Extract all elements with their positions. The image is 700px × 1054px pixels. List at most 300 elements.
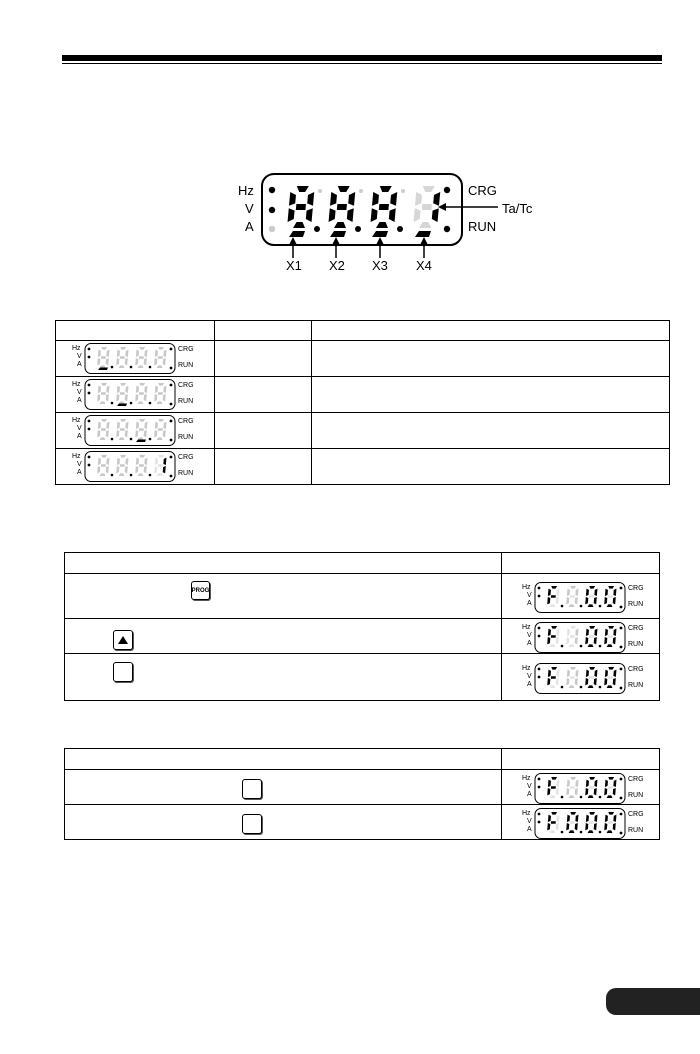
segment-c bbox=[106, 358, 109, 365]
segment-e bbox=[566, 823, 569, 830]
segment-f bbox=[567, 815, 570, 822]
label-ta-tc: Ta/Tc bbox=[502, 201, 533, 216]
label-hz: Hz bbox=[522, 624, 531, 631]
segment-d bbox=[607, 830, 613, 833]
segment-d bbox=[138, 365, 144, 368]
label-hz: Hz bbox=[522, 810, 531, 817]
segment-f bbox=[136, 458, 139, 465]
segment-g bbox=[589, 635, 594, 638]
label-a: A bbox=[527, 681, 532, 688]
segment-a bbox=[423, 186, 435, 192]
segment-f bbox=[136, 422, 139, 429]
seven-segment-display bbox=[0, 0, 700, 300]
segment-f bbox=[98, 422, 101, 429]
segment-g bbox=[158, 464, 163, 467]
mini-display bbox=[522, 582, 662, 614]
label-a: A bbox=[527, 640, 532, 647]
segment-a bbox=[589, 667, 595, 670]
mini-display bbox=[72, 343, 212, 375]
decimal-point bbox=[561, 605, 564, 608]
arrow-head bbox=[420, 237, 428, 245]
segment-e bbox=[566, 788, 569, 795]
decimal-point bbox=[111, 474, 114, 477]
mini-seven-segment bbox=[522, 808, 662, 840]
label-x2: X2 bbox=[329, 258, 345, 273]
segment-b bbox=[613, 780, 616, 787]
segment-f bbox=[155, 386, 158, 393]
decimal-point bbox=[355, 226, 361, 232]
segment-e bbox=[135, 358, 138, 365]
indicator-led bbox=[170, 367, 173, 370]
segment-d bbox=[293, 222, 305, 228]
segment-b bbox=[613, 629, 616, 636]
label-v: V bbox=[527, 592, 532, 599]
label-a: A bbox=[77, 433, 82, 440]
segment-b bbox=[575, 780, 578, 787]
segment-d bbox=[569, 685, 575, 688]
decimal-point bbox=[149, 438, 152, 441]
indicator-led bbox=[88, 456, 91, 459]
segment-e bbox=[547, 823, 550, 830]
segment-b bbox=[106, 350, 109, 357]
segment-d bbox=[550, 644, 556, 647]
colon-dot bbox=[359, 189, 363, 193]
mini-digit bbox=[547, 777, 559, 798]
segment-a bbox=[139, 419, 145, 422]
segment-c bbox=[594, 678, 597, 685]
segment-c bbox=[556, 637, 559, 644]
segment-e bbox=[547, 597, 550, 604]
segment-b bbox=[556, 815, 559, 822]
decimal-point bbox=[130, 366, 133, 369]
mini-seven-segment bbox=[522, 582, 662, 614]
segment-c bbox=[594, 637, 597, 644]
segment-a bbox=[551, 626, 557, 629]
colon-dot bbox=[318, 189, 322, 193]
mini-digit bbox=[604, 777, 616, 798]
indicator-led bbox=[620, 813, 623, 816]
segment-d bbox=[607, 685, 613, 688]
segment-e bbox=[97, 358, 100, 365]
mini-seven-segment bbox=[522, 622, 662, 654]
segment-e bbox=[585, 823, 588, 830]
label-a: A bbox=[77, 397, 82, 404]
segment-e bbox=[116, 466, 119, 473]
segment-e bbox=[154, 466, 157, 473]
segment-g bbox=[158, 392, 163, 395]
decimal-point bbox=[599, 796, 602, 799]
mini-digit bbox=[604, 626, 616, 647]
segment-a bbox=[338, 186, 350, 192]
segment-c bbox=[144, 358, 147, 365]
segment-g bbox=[570, 676, 575, 679]
indicator-led bbox=[620, 778, 623, 781]
segment-g bbox=[608, 821, 613, 824]
decimal-point bbox=[111, 438, 114, 441]
indicator-led bbox=[538, 635, 541, 638]
segment-d bbox=[550, 795, 556, 798]
segment-g bbox=[101, 428, 106, 431]
indicator-led bbox=[620, 587, 623, 590]
segment-d bbox=[157, 401, 163, 404]
label-run: RUN bbox=[628, 601, 644, 608]
segment-g bbox=[570, 821, 575, 824]
segment-d bbox=[588, 795, 594, 798]
label-run: RUN bbox=[628, 682, 644, 689]
segment-a bbox=[158, 419, 164, 422]
segment-f bbox=[117, 350, 120, 357]
indicator-led bbox=[620, 646, 623, 649]
segment-g bbox=[139, 392, 144, 395]
segment-e bbox=[154, 394, 157, 401]
segment-g bbox=[422, 204, 432, 210]
indicator-led bbox=[269, 207, 275, 213]
segment-b bbox=[163, 350, 166, 357]
segment-b bbox=[575, 589, 578, 596]
underline-mark bbox=[330, 231, 346, 237]
label-a: A bbox=[527, 826, 532, 833]
segment-g bbox=[120, 428, 125, 431]
segment-e bbox=[116, 358, 119, 365]
segment-f bbox=[567, 589, 570, 596]
segment-a bbox=[589, 586, 595, 589]
segment-a bbox=[589, 777, 595, 780]
segment-f bbox=[567, 780, 570, 787]
key-button[interactable] bbox=[113, 662, 133, 682]
segment-d bbox=[550, 604, 556, 607]
segment-g bbox=[589, 595, 594, 598]
underline-mark bbox=[415, 231, 431, 237]
segment-c bbox=[613, 678, 616, 685]
label-v: V bbox=[527, 818, 532, 825]
mini-digit bbox=[154, 347, 166, 368]
label-run: RUN bbox=[628, 792, 644, 799]
segment-b bbox=[594, 670, 597, 677]
label-crg: CRG bbox=[178, 346, 194, 353]
label-a: A bbox=[527, 600, 532, 607]
indicator-led bbox=[88, 384, 91, 387]
mini-display bbox=[522, 663, 662, 695]
segment-b bbox=[125, 458, 128, 465]
segment-f bbox=[548, 780, 551, 787]
segment-f bbox=[415, 192, 422, 206]
segment-b bbox=[106, 386, 109, 393]
mini-digit bbox=[135, 455, 147, 476]
decimal-point bbox=[580, 645, 583, 648]
segment-b bbox=[575, 670, 578, 677]
segment-c bbox=[163, 394, 166, 401]
segment-d bbox=[607, 795, 613, 798]
segment-f bbox=[605, 780, 608, 787]
mini-digit bbox=[154, 419, 166, 440]
segment-d bbox=[376, 222, 388, 228]
segment-a bbox=[158, 455, 164, 458]
segment-b bbox=[556, 670, 559, 677]
segment-c bbox=[125, 358, 128, 365]
segment-b bbox=[163, 422, 166, 429]
segment-g bbox=[101, 464, 106, 467]
segment-a bbox=[570, 777, 576, 780]
segment-f bbox=[136, 350, 139, 357]
segment-c bbox=[163, 466, 166, 473]
segment-e bbox=[116, 430, 119, 437]
label-x3: X3 bbox=[372, 258, 388, 273]
segment-c bbox=[575, 637, 578, 644]
up-arrow-icon bbox=[117, 635, 129, 645]
segment-g bbox=[379, 204, 389, 210]
segment-e bbox=[585, 637, 588, 644]
label-hz: Hz bbox=[522, 775, 531, 782]
segment-f bbox=[117, 458, 120, 465]
segment-d bbox=[119, 437, 125, 440]
segment-b bbox=[613, 670, 616, 677]
mini-digit bbox=[547, 812, 559, 833]
segment-e bbox=[135, 394, 138, 401]
label-a: A bbox=[245, 219, 254, 234]
key-button[interactable] bbox=[242, 779, 262, 799]
decimal-point bbox=[580, 605, 583, 608]
segment-e bbox=[604, 788, 607, 795]
segment-c bbox=[575, 823, 578, 830]
segment-a bbox=[589, 626, 595, 629]
segment-e bbox=[566, 597, 569, 604]
mini-digit bbox=[604, 667, 616, 688]
underline-mark bbox=[117, 404, 127, 407]
label-run: RUN bbox=[178, 398, 194, 405]
decimal-point bbox=[580, 796, 583, 799]
segment-f bbox=[155, 350, 158, 357]
segment-a bbox=[551, 667, 557, 670]
decimal-point bbox=[580, 831, 583, 834]
indicator-led bbox=[170, 384, 173, 387]
mini-digit bbox=[547, 667, 559, 688]
key-button[interactable] bbox=[242, 814, 262, 834]
segment-f bbox=[567, 629, 570, 636]
segment-a bbox=[608, 667, 614, 670]
segment-c bbox=[144, 466, 147, 473]
digit-1 bbox=[288, 186, 315, 228]
segment-f bbox=[548, 589, 551, 596]
label-hz: Hz bbox=[72, 453, 81, 460]
segment-a bbox=[608, 626, 614, 629]
segment-f bbox=[372, 192, 379, 206]
segment-d bbox=[588, 644, 594, 647]
segment-a bbox=[570, 626, 576, 629]
label-v: V bbox=[77, 389, 82, 396]
label-crg: CRG bbox=[178, 454, 194, 461]
segment-g bbox=[101, 356, 106, 359]
mini-digit bbox=[566, 626, 578, 647]
indicator-led bbox=[170, 403, 173, 406]
mini-digit bbox=[97, 455, 109, 476]
segment-g bbox=[570, 786, 575, 789]
segment-g bbox=[551, 676, 556, 679]
mini-digit bbox=[566, 777, 578, 798]
segment-d bbox=[550, 685, 556, 688]
segment-b bbox=[613, 815, 616, 822]
segment-g bbox=[551, 635, 556, 638]
mini-digit bbox=[135, 383, 147, 404]
segment-f bbox=[117, 422, 120, 429]
segment-b bbox=[433, 192, 440, 206]
segment-e bbox=[604, 637, 607, 644]
digit-4 bbox=[414, 186, 441, 228]
segment-e bbox=[135, 430, 138, 437]
segment-d bbox=[138, 473, 144, 476]
segment-f bbox=[98, 350, 101, 357]
indicator-led bbox=[88, 464, 91, 467]
mini-digit bbox=[585, 667, 597, 688]
segment-c bbox=[125, 466, 128, 473]
segment-e bbox=[547, 637, 550, 644]
segment-g bbox=[120, 356, 125, 359]
label-run: RUN bbox=[178, 434, 194, 441]
segment-b bbox=[125, 350, 128, 357]
segment-b bbox=[390, 192, 397, 206]
decimal-point bbox=[561, 645, 564, 648]
segment-f bbox=[548, 815, 551, 822]
segment-b bbox=[556, 629, 559, 636]
label-hz: Hz bbox=[72, 417, 81, 424]
digit-3 bbox=[371, 186, 398, 228]
label-crg: CRG bbox=[628, 625, 644, 632]
segment-a bbox=[139, 347, 145, 350]
mini-digit bbox=[116, 383, 128, 404]
indicator-led bbox=[538, 786, 541, 789]
mini-digit bbox=[585, 812, 597, 833]
indicator-led bbox=[170, 420, 173, 423]
segment-e bbox=[97, 430, 100, 437]
segment-d bbox=[138, 401, 144, 404]
segment-e bbox=[566, 678, 569, 685]
segment-g bbox=[296, 204, 306, 210]
label-a: A bbox=[527, 791, 532, 798]
segment-d bbox=[569, 830, 575, 833]
segment-d bbox=[588, 604, 594, 607]
label-x4: X4 bbox=[416, 258, 432, 273]
segment-c bbox=[389, 208, 396, 222]
arrow-head bbox=[438, 203, 446, 211]
indicator-led bbox=[538, 627, 541, 630]
segment-f bbox=[117, 386, 120, 393]
mini-seven-segment bbox=[522, 663, 662, 695]
indicator-led bbox=[538, 778, 541, 781]
segment-g bbox=[589, 821, 594, 824]
mini-digit bbox=[135, 347, 147, 368]
segment-c bbox=[556, 788, 559, 795]
segment-a bbox=[570, 667, 576, 670]
mini-seven-segment bbox=[522, 773, 662, 805]
segment-c bbox=[125, 394, 128, 401]
mini-digit bbox=[547, 626, 559, 647]
segment-a bbox=[139, 455, 145, 458]
segment-f bbox=[605, 589, 608, 596]
segment-b bbox=[144, 350, 147, 357]
segment-c bbox=[613, 637, 616, 644]
segment-a bbox=[297, 186, 309, 192]
segment-c bbox=[556, 597, 559, 604]
segment-f bbox=[136, 386, 139, 393]
segment-a bbox=[120, 455, 126, 458]
indicator-led bbox=[170, 348, 173, 351]
segment-a bbox=[570, 812, 576, 815]
segment-g bbox=[589, 676, 594, 679]
prog-key-button[interactable] bbox=[191, 581, 210, 600]
segment-c bbox=[163, 430, 166, 437]
segment-f bbox=[586, 780, 589, 787]
decimal-point bbox=[111, 366, 114, 369]
label-run: RUN bbox=[628, 641, 644, 648]
underline-mark bbox=[136, 440, 146, 443]
segment-g bbox=[589, 786, 594, 789]
decimal-point bbox=[561, 796, 564, 799]
mini-digit bbox=[116, 455, 128, 476]
mini-digit bbox=[585, 626, 597, 647]
indicator-led bbox=[620, 832, 623, 835]
segment-b bbox=[613, 589, 616, 596]
segment-c bbox=[613, 823, 616, 830]
mini-display bbox=[72, 379, 212, 411]
decimal-point bbox=[599, 605, 602, 608]
segment-c bbox=[106, 466, 109, 473]
segment-c bbox=[575, 678, 578, 685]
segment-g bbox=[139, 356, 144, 359]
decimal-point bbox=[599, 831, 602, 834]
segment-e bbox=[135, 466, 138, 473]
segment-a bbox=[120, 383, 126, 386]
segment-f bbox=[548, 670, 551, 677]
segment-c bbox=[432, 208, 439, 222]
label-hz: Hz bbox=[72, 381, 81, 388]
label-v: V bbox=[527, 783, 532, 790]
segment-f bbox=[98, 386, 101, 393]
segment-g bbox=[139, 464, 144, 467]
mini-seven-segment bbox=[72, 343, 212, 375]
mini-display bbox=[72, 451, 212, 483]
segment-b bbox=[144, 386, 147, 393]
segment-g bbox=[158, 356, 163, 359]
decimal-point bbox=[314, 226, 320, 232]
segment-e bbox=[97, 466, 100, 473]
indicator-led bbox=[88, 356, 91, 359]
segment-b bbox=[125, 386, 128, 393]
segment-c bbox=[144, 394, 147, 401]
segment-g bbox=[551, 821, 556, 824]
segment-c bbox=[306, 208, 313, 222]
segment-d bbox=[569, 795, 575, 798]
mini-digit bbox=[116, 347, 128, 368]
decimal-point bbox=[561, 831, 564, 834]
segment-c bbox=[594, 597, 597, 604]
indicator-led bbox=[538, 821, 541, 824]
segment-g bbox=[551, 786, 556, 789]
page-number-tab bbox=[606, 988, 700, 1015]
segment-d bbox=[607, 644, 613, 647]
segment-d bbox=[569, 644, 575, 647]
mini-display bbox=[522, 808, 662, 840]
segment-e bbox=[604, 597, 607, 604]
up-key-button[interactable] bbox=[113, 630, 133, 650]
indicator-led bbox=[88, 428, 91, 431]
segment-c bbox=[106, 430, 109, 437]
indicator-led bbox=[88, 392, 91, 395]
segment-c bbox=[594, 788, 597, 795]
segment-a bbox=[120, 347, 126, 350]
segment-a bbox=[101, 455, 107, 458]
label-hz: Hz bbox=[522, 665, 531, 672]
arrow-head bbox=[332, 237, 340, 245]
segment-g bbox=[101, 392, 106, 395]
